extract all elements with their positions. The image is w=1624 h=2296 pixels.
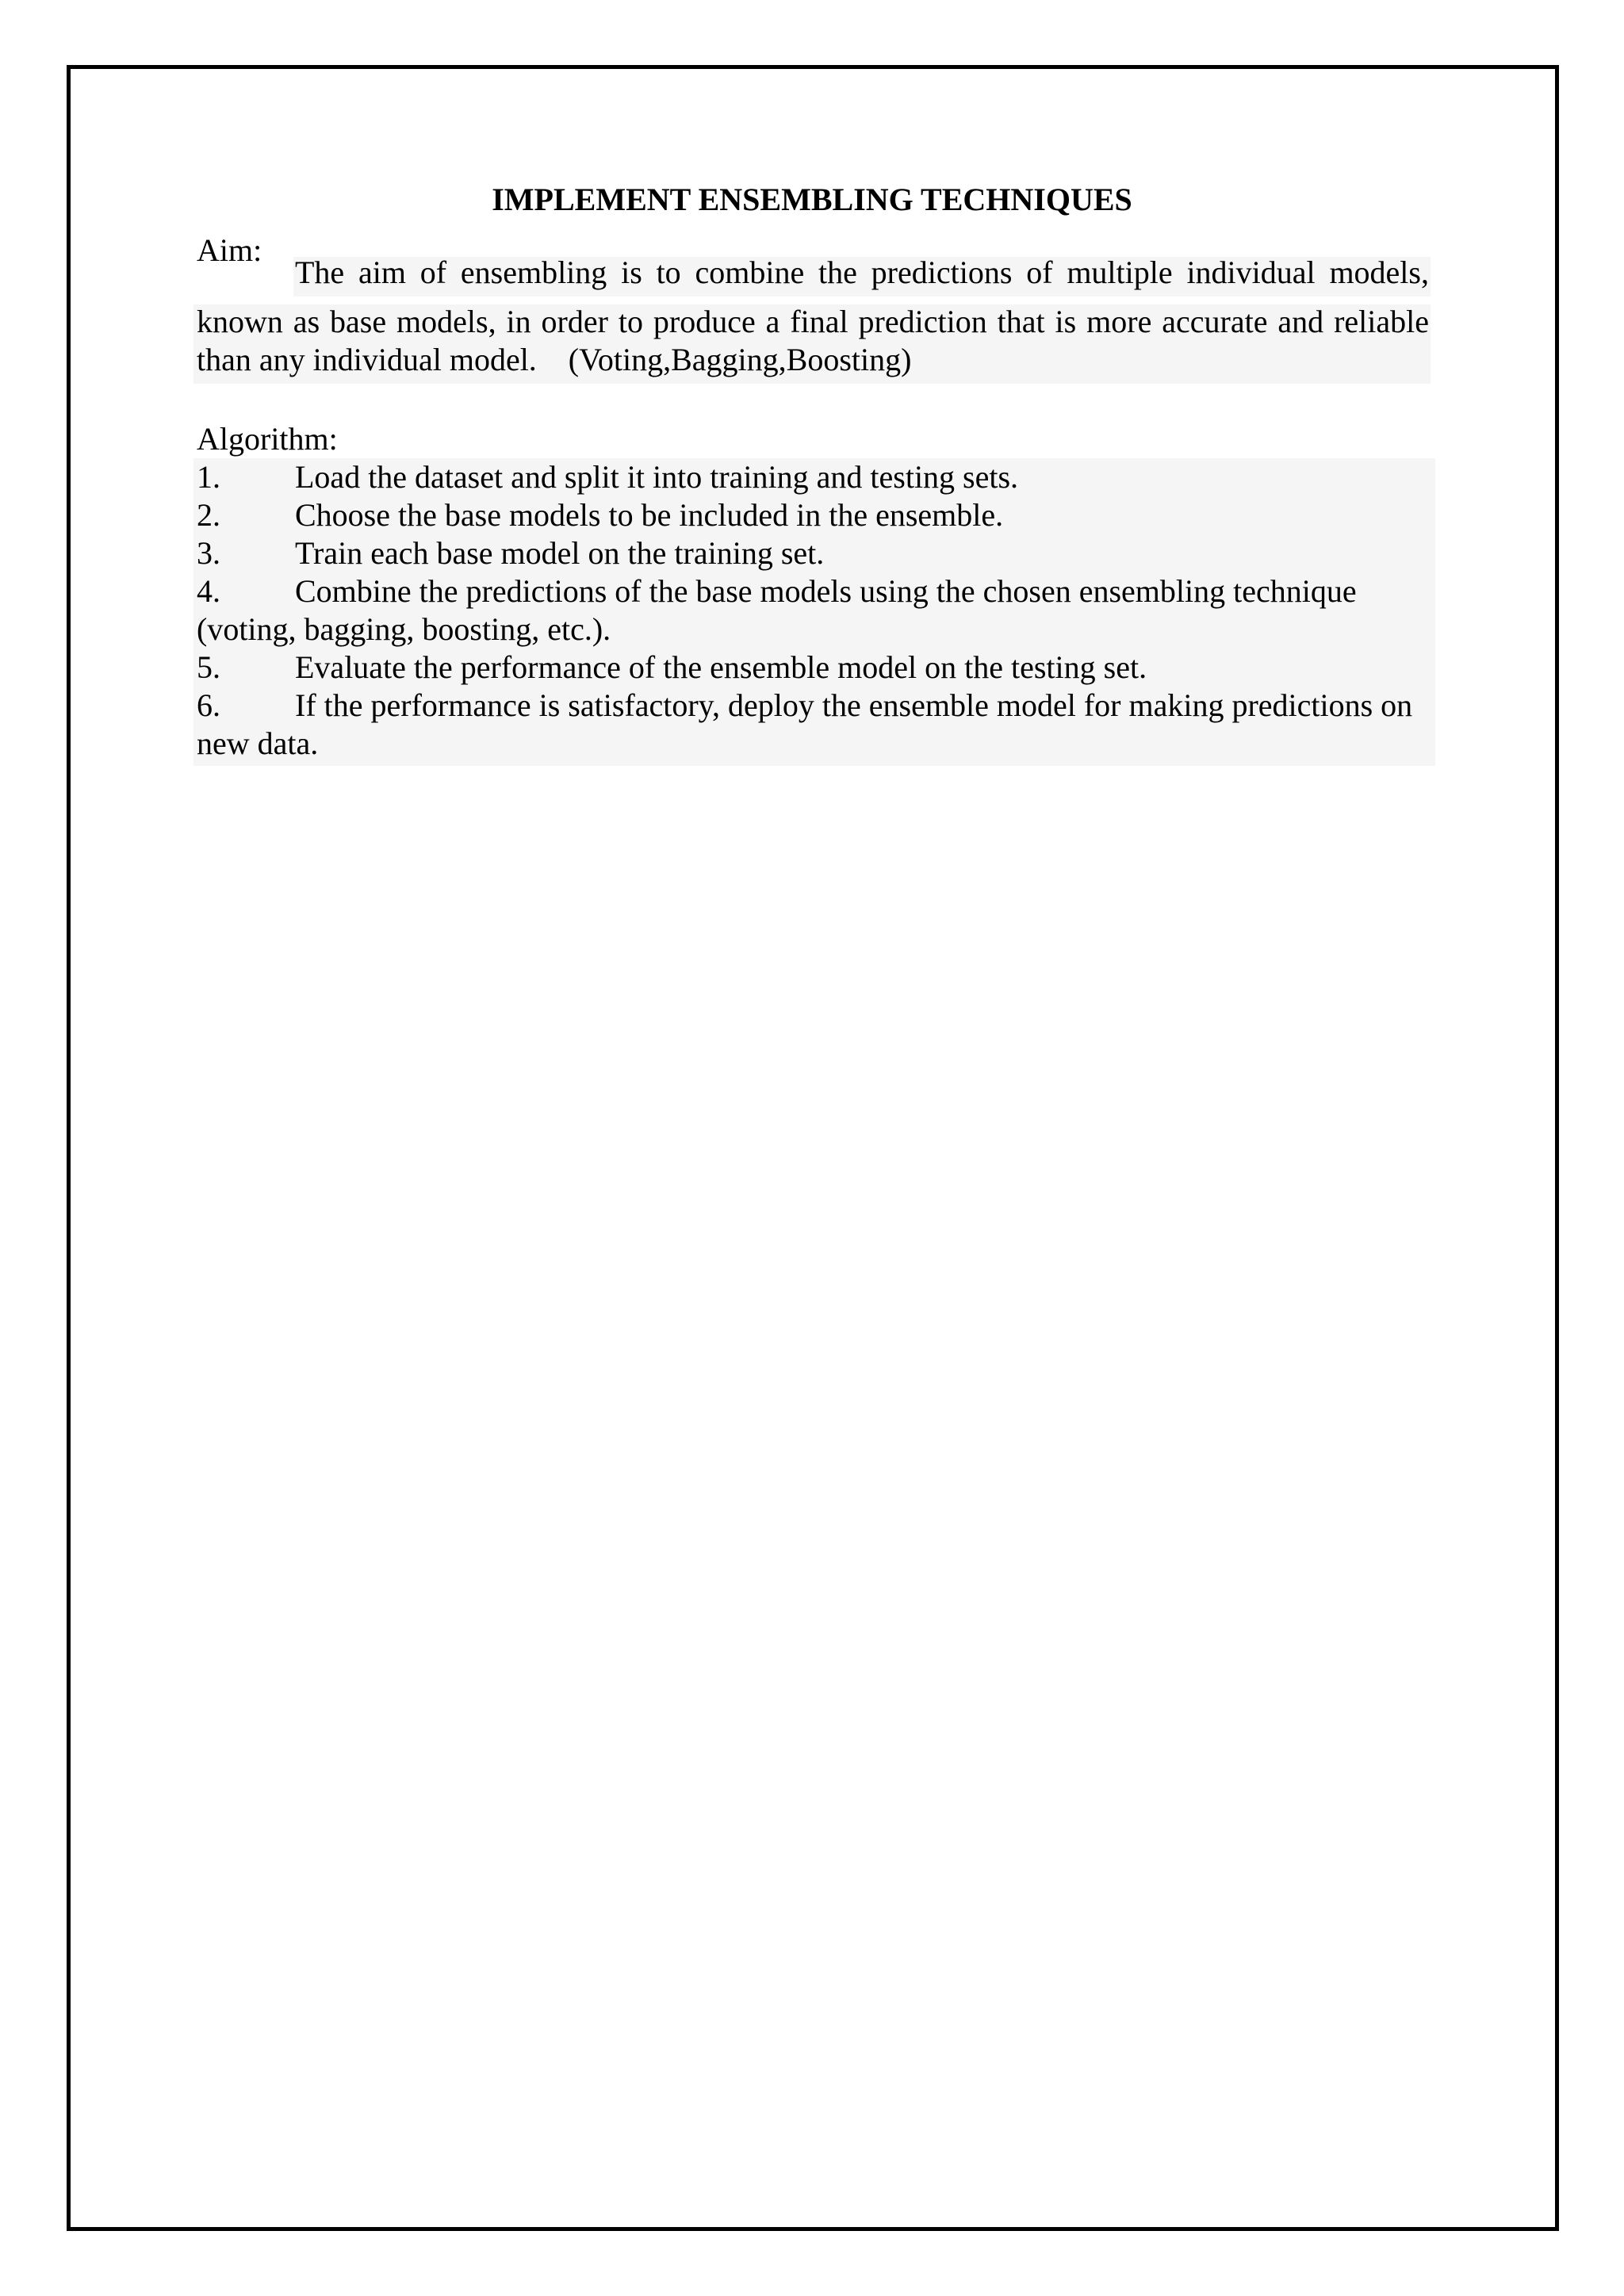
step-number: 2.	[197, 497, 220, 533]
step-number: 4.	[197, 573, 220, 609]
list-item	[197, 687, 1435, 763]
page-border	[67, 65, 1559, 2231]
step-text: Choose the base models to be included in the ensemble.	[295, 497, 1004, 533]
list-item	[197, 458, 1435, 496]
step-text: Train each base model on the training set.	[295, 535, 825, 571]
step-number: 1.	[197, 459, 220, 495]
step-text: Load the dataset and split it into training and testing sets.	[295, 459, 1019, 495]
step-text: Combine the predictions of the base models using the chosen ensembling technique (voting, bagging, boosting, etc.).	[197, 573, 1357, 647]
step-number: 3.	[197, 535, 220, 571]
step-number: 5.	[197, 649, 220, 685]
aim-paragraph	[197, 254, 1437, 379]
aim-text-rest: known as base models, in order to produce a final prediction that is more accurate and reliable than any individual model. (Voting,Bagging,Boosting)	[197, 304, 1437, 377]
algorithm-steps	[193, 458, 1435, 766]
step-text: If the performance is satisfactory, deploy the ensemble model for making predictions on new data.	[197, 687, 1413, 761]
list-item	[197, 649, 1435, 687]
aim-text-line1: The aim of ensembling is to combine the predictions of multiple individual models,	[295, 254, 1429, 290]
step-number: 6.	[197, 687, 220, 723]
list-item	[197, 534, 1435, 572]
document-title: IMPLEMENT ENSEMBLING TECHNIQUES	[492, 182, 1132, 217]
list-item	[197, 496, 1435, 534]
list-item	[197, 572, 1435, 649]
algorithm-label: Algorithm:	[197, 421, 338, 457]
step-text: Evaluate the performance of the ensemble model on the testing set.	[295, 649, 1147, 685]
aim-label: Aim:	[197, 232, 262, 268]
